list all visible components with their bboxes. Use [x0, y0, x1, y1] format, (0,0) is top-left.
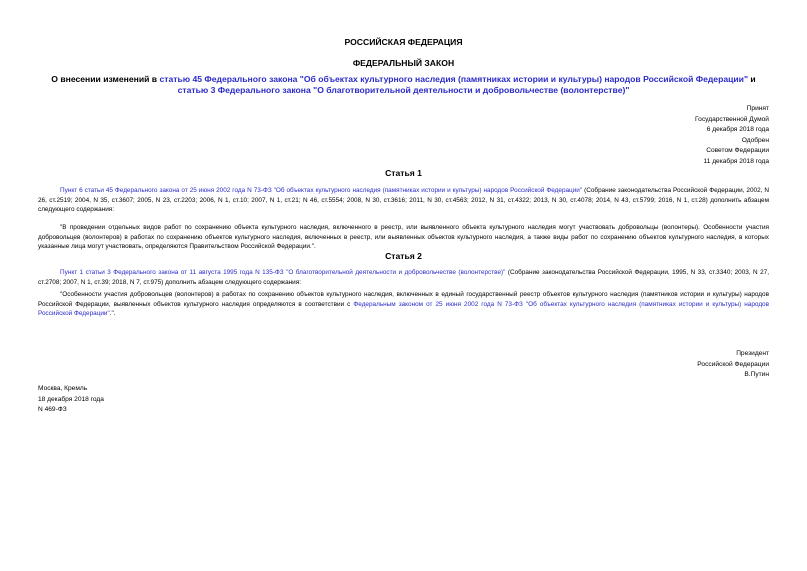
title-prefix: О внесении изменений в	[51, 74, 160, 84]
adoption-block	[695, 104, 769, 168]
article-2-paragraph-2	[38, 290, 769, 319]
title-mid: и	[748, 74, 756, 84]
article-2-link[interactable]: Пункт 1 статьи 3 Федерального закона от 11 августа 1995 года N 135-ФЗ "О благотворительной деятельности и добровольчестве (волонтерстве)"	[60, 269, 506, 276]
article-2-citation: (Собрание законодательства Российской Федерации, 1995, N 33, ст.3340; 2003, N 27, ст.2708; 2007, N 1, ст.39; 2018, N 7, ст.975) дополнить абзацем следующего содержания:	[38, 269, 769, 286]
signature-block	[697, 349, 769, 381]
article-2-amendment-end: .".	[109, 310, 116, 318]
article-1-amendment-text: "В проведении отдельных видов работ по сохранению объекта культурного наследия, включенного в реестр, или выявленного объекта культурного наследия могут участвовать добровольцы (волонтеры). Особенности участия добровольцев (волонтеров) в работах по сохранению объектов культурного наследия, включенных в реестр, или выявленных объектов культурного наследия, а также виды работ по сохранению объектов культурного наследия, в которых указанные лица могут участвовать, определяются Правительством Российской Федерации.".	[38, 224, 769, 251]
adoption-line: Одобрен	[741, 136, 769, 144]
adoption-line: 11 декабря 2018 года	[703, 157, 769, 165]
adoption-line: Государственной Думой	[695, 115, 769, 123]
article-2-amendment-text: "Особенности участия добровольцев (волонтеров) в работах по сохранению объектов культурного наследия, включенных в единый государственный реестр объектов культурного наследия (памятников истории и культуры) народов Российской Федерации, выявленных объектов культурного наследия определяются в соответствии с	[38, 291, 769, 308]
place-date-block	[38, 384, 104, 416]
adoption-line: Советом Федерации	[706, 147, 769, 155]
adoption-line: 6 декабря 2018 года	[706, 126, 769, 134]
country-heading: РОССИЙСКАЯ ФЕДЕРАЦИЯ	[344, 37, 463, 47]
place-line: Москва, Кремль	[38, 385, 88, 392]
signature-line: Российской Федерации	[697, 360, 769, 368]
title-link-article-45[interactable]: статью 45 Федерального закона "Об объектах культурного наследия (памятниках истории и культуры) народов Российской Федерации"	[159, 74, 749, 84]
doc-type-heading: ФЕДЕРАЛЬНЫЙ ЗАКОН	[352, 58, 455, 68]
law-number-line: N 469-ФЗ	[38, 406, 67, 414]
article-2-federal-law-link[interactable]: Федеральным законом от 25 июня 2002 года N 73-ФЗ "Об объектах культурного наследия (памятниках истории и культуры) народов Российской Федерации"	[38, 300, 770, 318]
document-title	[38, 74, 769, 96]
article-1-citation: (Собрание законодательства Российской Федерации, 2002, N 26, ст.2519; 2004, N 35, ст.3607; 2005, N 23, ст.2203; 2006, N 1, ст.10; 2007, N 1, ст.21; N 46, ст.5554; 2008, N 30, ст.3616; 2011, N 30, ст.4563; 2012, N 31, ст.4322; 2013, N 30, ст.4078; 2014, N 43, ст.5799; 2016, N 1, ст.28) дополнить абзацем следующего содержания:	[38, 187, 770, 214]
article-1-heading: Статья 1	[385, 168, 422, 178]
title-link-article-3[interactable]: статью 3 Федерального закона "О благотворительной деятельности и добровольчестве (волонтерстве)"	[177, 85, 630, 95]
article-2-paragraph-1	[38, 268, 769, 287]
article-1-paragraph-2	[38, 223, 769, 252]
article-1-paragraph-1	[38, 186, 769, 215]
article-1-link[interactable]: Пункт 6 статьи 45 Федерального закона от 25 июня 2002 года N 73-ФЗ "Об объектах культурного наследия (памятниках истории и культуры) народов Российской Федерации"	[60, 187, 583, 194]
article-2-heading: Статья 2	[385, 251, 422, 261]
signature-line: Президент	[736, 350, 769, 357]
date-line: 18 декабря 2018 года	[38, 395, 104, 403]
signature-line: В.Путин	[744, 371, 769, 379]
adoption-line: Принят	[746, 105, 769, 112]
